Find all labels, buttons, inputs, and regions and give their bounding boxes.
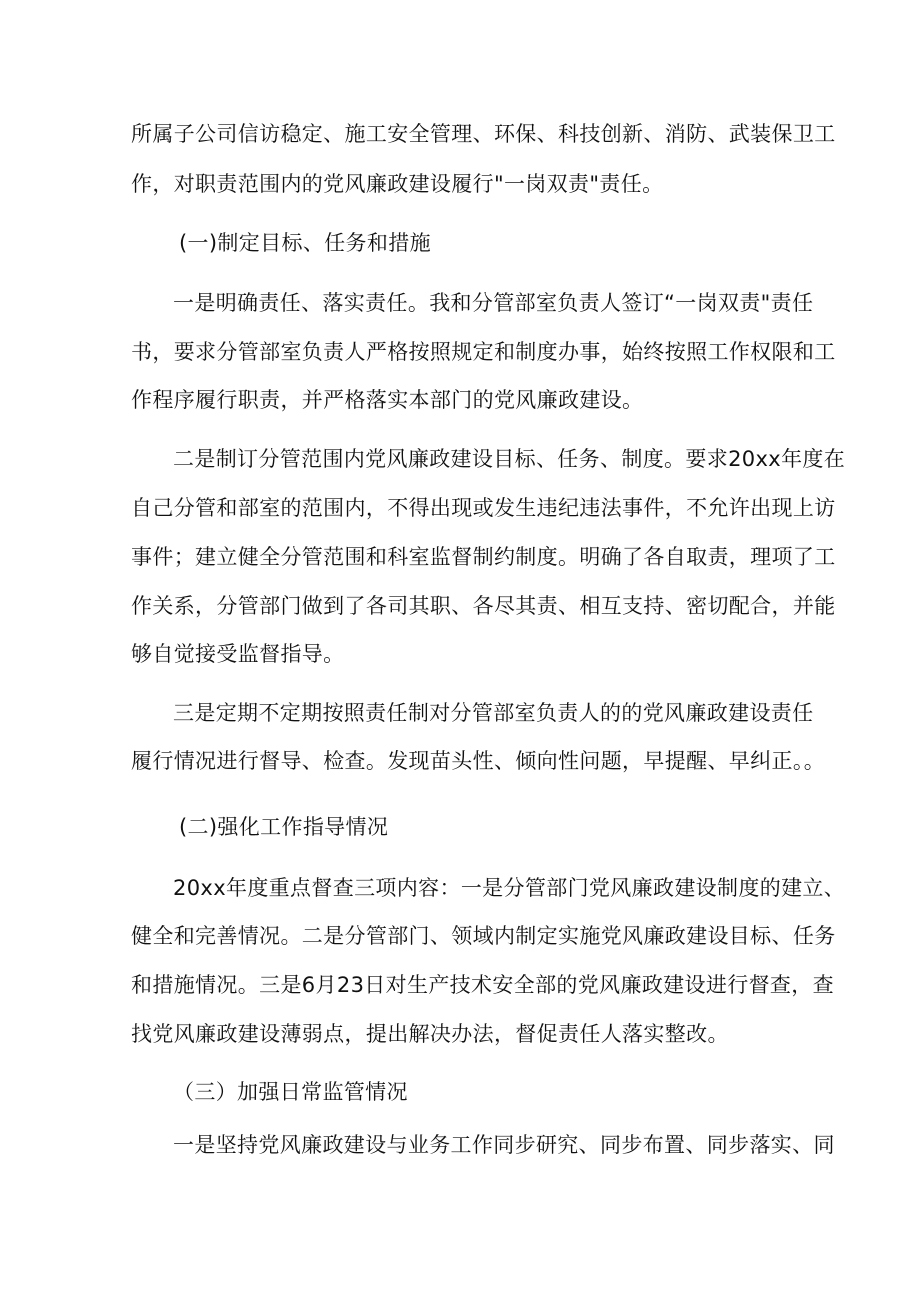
paragraph-line: 作程序履行职责，并严格落实本部门的党风廉政建设。 — [131, 388, 644, 412]
paragraph-line: 一是明确责任、落实责任。我和分管部室负责人签订“一岗双责"责任 — [173, 291, 814, 315]
paragraph-line: 二是制订分管范围内党风廉政建设目标、任务、制度。要求20xx年度在 — [173, 447, 846, 471]
paragraph-line: 事件；建立健全分管范围和科室监督制约制度。明确了各自取责，理项了工 — [131, 545, 836, 569]
paragraph-line: 书，要求分管部室负责人严格按照规定和制度办事，始终按照工作权限和工 — [131, 340, 836, 364]
paragraph-line: 健全和完善情况。二是分管部门、领域内制定实施党风廉政建设目标、任务 — [131, 924, 836, 948]
paragraph-line: 履行情况进行督导、检查。发现苗头性、倾向性问题，早提醒、早纠正。。 — [131, 749, 826, 773]
paragraph-line: 作，对职责范围内的党风廉政建设履行"一岗双责"责任。 — [131, 172, 664, 196]
paragraph-line: 三是定期不定期按照责任制对分管部室负责人的的党风廉政建设责任 — [173, 701, 814, 725]
paragraph-line: 作关系，分管部门做到了各司其职、各尽其责、相互支持、密切配合，并能 — [131, 594, 836, 618]
heading-line: （三）加强日常监管情况 — [173, 1080, 408, 1104]
paragraph-line: 找党风廉政建设薄弱点，提出解决办法，督促责任人落实整改。 — [131, 1022, 729, 1046]
paragraph-line: 20xx年度重点督查三项内容：一是分管部门党风廉政建设制度的建立、 — [173, 876, 846, 900]
heading-line: (二)强化工作指导情况 — [179, 815, 389, 839]
paragraph-line: 够自觉接受监督指导。 — [131, 642, 345, 666]
paragraph-line: 自己分管和部室的范围内，不得出现或发生违纪违法事件，不允许出现上访 — [131, 496, 836, 520]
paragraph-line: 一是坚持党风廉政建设与业务工作同步研究、同步布置、同步落实、同 — [173, 1133, 835, 1157]
paragraph-line: 所属子公司信访稳定、施工安全管理、环保、科技创新、消防、武装保卫工 — [131, 122, 836, 146]
heading-line: (一)制定目标、任务和措施 — [179, 231, 431, 255]
paragraph-line: 和措施情况。三是6月23日对生产技术安全部的党风廉政建设进行督查，查 — [131, 973, 834, 997]
